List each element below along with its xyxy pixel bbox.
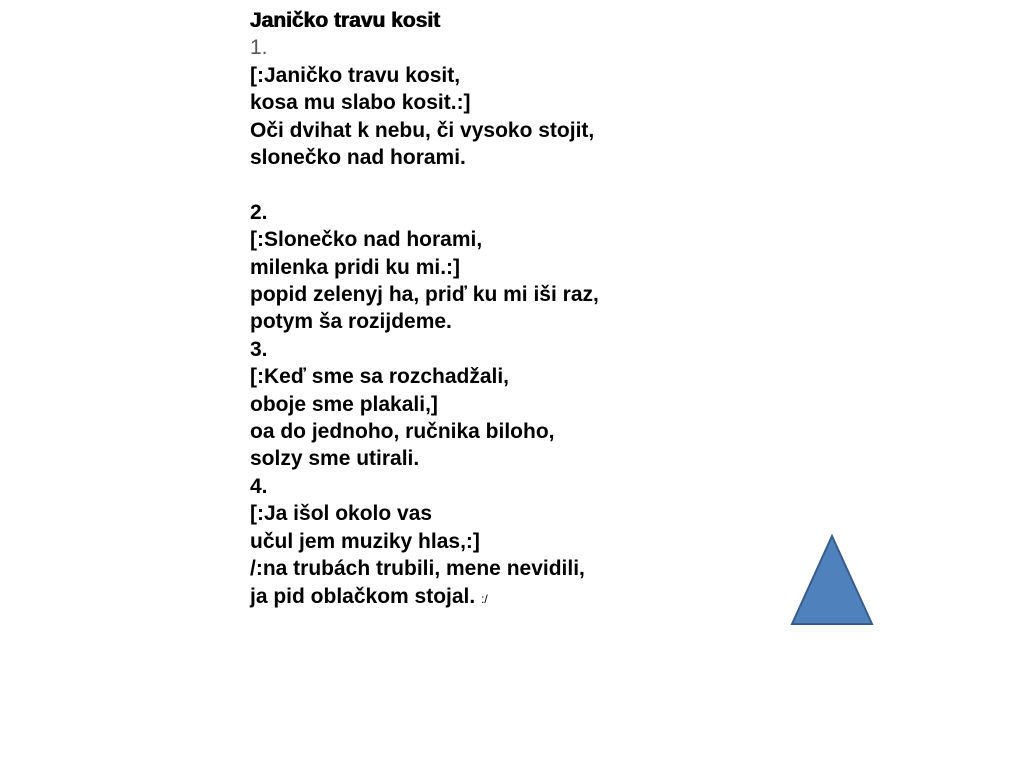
- verse-4-line-3: /:na trubách trubili, mene nevidili,: [250, 557, 585, 581]
- verse-3-line-3: oa do jednoho, ručnika biloho,: [250, 420, 555, 444]
- verse-1-line-2: kosa mu slabo kosit.:]: [250, 91, 471, 115]
- verse-4-line-4-text: ja pid oblačkom stojal.: [250, 584, 476, 608]
- verse-2-number: 2.: [250, 200, 268, 224]
- verse-2-line-1: [:Slonečko nad horami,: [250, 228, 483, 252]
- triangle-icon: [792, 536, 872, 624]
- verse-3-line-2: oboje sme plakali,]: [250, 392, 438, 416]
- verse-4-number: 4.: [250, 474, 268, 498]
- verse-3-number: 3.: [250, 337, 268, 361]
- verse-1-line-3: Oči dvihat k nebu, či vysoko stojit,: [250, 118, 595, 142]
- verse-4-line-1: [:Ja išol okolo vas: [250, 502, 433, 526]
- lyrics-text-box[interactable]: [250, 7, 770, 613]
- verse-1-line-1: [:Janičko travu kosit,: [250, 63, 461, 87]
- repeat-end-mark: :/: [481, 591, 488, 606]
- blank-line: [250, 171, 770, 198]
- verse-1-line-4: slonečko nad horami.: [250, 146, 466, 170]
- verse-3-line-1: [:Keď sme sa rozchadžali,: [250, 365, 510, 389]
- verse-2-line-4: potym ša rozijdeme.: [250, 310, 452, 334]
- verse-2-line-2: milenka pridi ku mi.:]: [250, 255, 461, 279]
- verse-4-line-2: učul jem muziky hlas,:]: [250, 529, 480, 553]
- verse-2-line-3: popid zelenyj ha, priď ku mi iši raz,: [250, 283, 599, 307]
- song-title: Janičko travu kosit: [250, 9, 441, 32]
- triangle-shape[interactable]: [790, 534, 874, 626]
- verse-4-line-4: [250, 583, 770, 613]
- verse-3-line-4: solzy sme utirali.: [250, 447, 420, 471]
- verse-1-number: 1.: [250, 36, 268, 60]
